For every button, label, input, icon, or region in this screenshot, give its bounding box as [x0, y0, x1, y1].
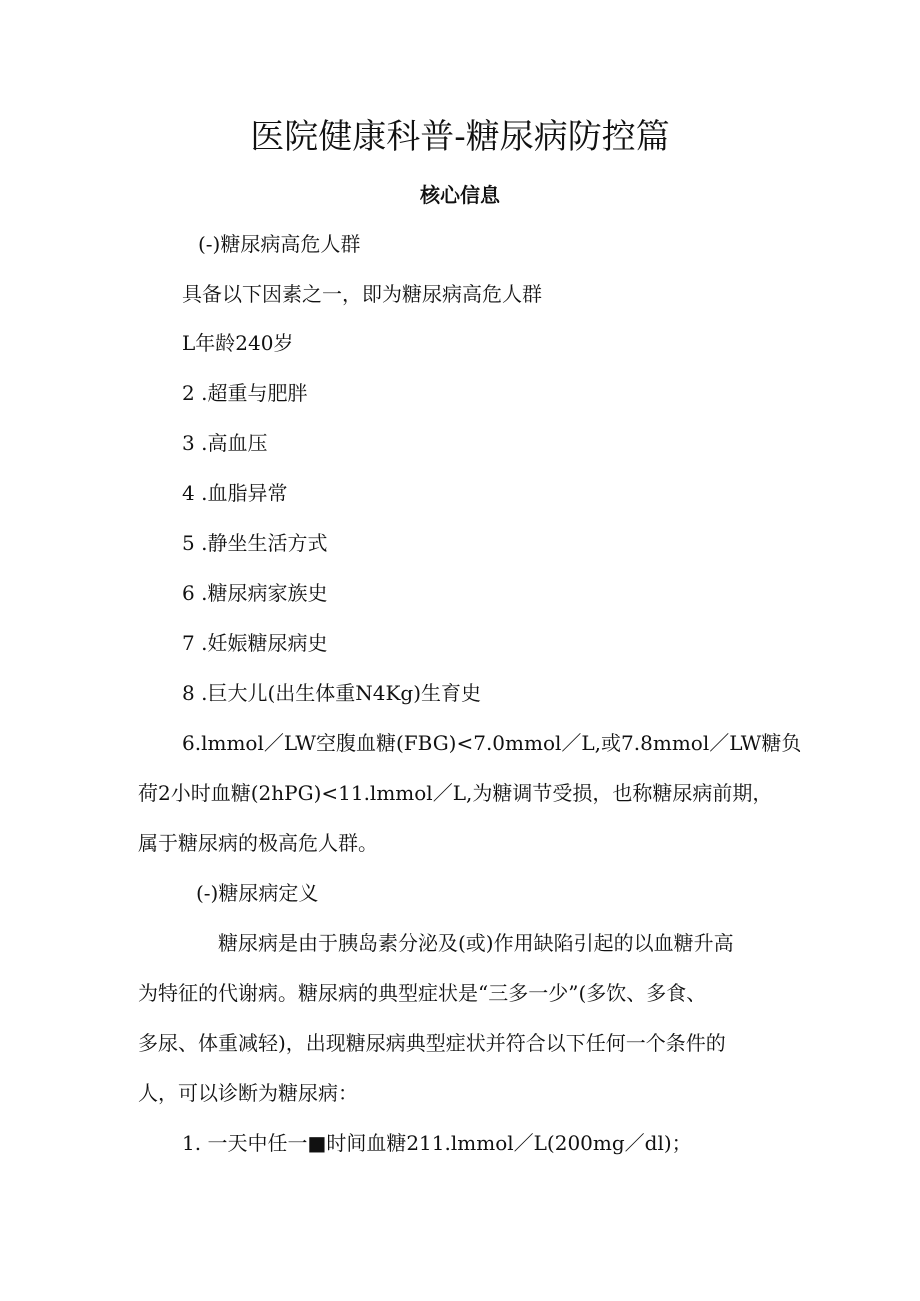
risk-item-sedentary: 5 .静坐生活方式: [182, 531, 328, 555]
definition-paragraph-line: 为特征的代谢病。糖尿病的典型症状是“三多一少”(多饮、多食、: [138, 981, 707, 1005]
risk-item-hypertension: 3 .高血压: [182, 431, 268, 455]
definition-paragraph-line: 人，可以诊断为糖尿病：: [138, 1081, 358, 1105]
risk-item-age: L年龄240岁: [182, 331, 294, 355]
page-subtitle: 核心信息: [420, 183, 500, 207]
high-risk-intro: 具备以下因素之一，即为糖尿病高危人群: [182, 282, 542, 306]
risk-item-macrosomia: 8 .巨大儿(出生体重N4Kg)生育史: [182, 681, 482, 705]
risk-item-overweight: 2 .超重与肥胖: [182, 381, 308, 405]
definition-paragraph-line: 多尿、体重减轻)，出现糖尿病典型症状并符合以下任何一个条件的: [138, 1031, 726, 1055]
prediabetes-note-line: 属于糖尿病的极高危人群。: [138, 831, 378, 855]
risk-item-dyslipidemia: 4 .血脂异常: [182, 481, 288, 505]
section-heading-high-risk: (-)糖尿病高危人群: [198, 232, 361, 256]
page-title: 医院健康科普-糖尿病防控篇: [250, 117, 670, 157]
section-heading-definition: (-)糖尿病定义: [196, 881, 319, 905]
prediabetes-note-line: 荷2小时血糖(2hPG)<11.lmmol／L,为糖调节受损，也称糖尿病前期，: [138, 781, 773, 805]
diagnosis-criterion-1: 1. 一天中任一■时间血糖211.lmmol／L(200mg／dl)；: [182, 1131, 692, 1155]
definition-paragraph-line: 糖尿病是由于胰岛素分泌及(或)作用缺陷引起的以血糖升高: [218, 931, 734, 955]
risk-item-family-history: 6 .糖尿病家族史: [182, 581, 328, 605]
risk-item-gestational: 7 .妊娠糖尿病史: [182, 631, 328, 655]
prediabetes-note-line: 6.lmmol／LW空腹血糖(FBG)<7.0mmol／L,或7.8mmol／LW糖负: [182, 731, 802, 755]
